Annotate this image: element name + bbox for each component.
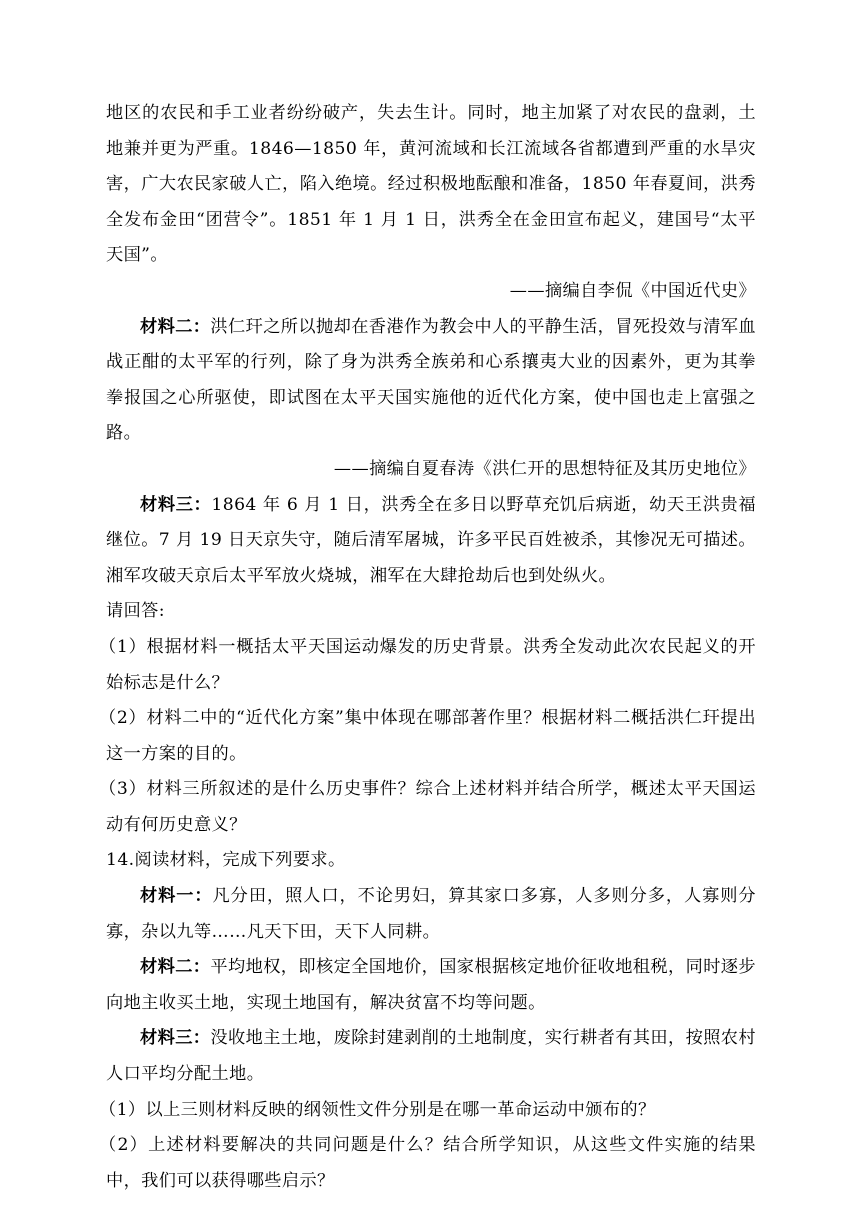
q13-material-2-source: ——摘编自夏春涛《洪仁开的思想特征及其历史地位》 <box>333 458 756 479</box>
q14-material-2-text: 平均地权，即核定全国地价，国家根据核定地价征收地租税，同时逐步向地主收买土地，实现土地国有，解决贫富不均等问题。 <box>106 957 756 1013</box>
q13-material-2 <box>106 310 756 452</box>
document-page <box>99 96 756 1199</box>
q13-prompt: 请回答: <box>106 601 165 622</box>
q14-material-1-text: 凡分田，照人口，不论男妇，算其家口多寡，人多则分多，人寡则分寡，杂以九等……凡天下田，天下人同耕。 <box>106 886 756 942</box>
q13-material-3-text: 1864 年 6 月 1 日，洪秀全在多日以野草充饥后病逝，幼天王洪贵福继位。7 月 19 日天京失守，随后清军屠城，许多平民百姓被杀，其惨况无可描述。湘军攻破天京后太平军放火烧城，湘军在大肆抢劫后也到处纵火。 <box>106 494 756 586</box>
q14-question-2: （2）上述材料要解决的共同问题是什么？结合所学知识，从这些文件实施的结果中，我们可以获得哪些启示？ <box>99 1135 756 1191</box>
q13-material-2-text: 洪仁玕之所以抛却在香港作为教会中人的平静生活，冒死投效与清军血战正酣的太平军的行列，除了身为洪秀全族弟和心系攘夷大业的因素外，更为其拳拳报国之心所驱使，即试图在太平天国实施他的近代化方案，使中国也走上富强之路。 <box>106 316 756 444</box>
q13-question-1: （1）根据材料一概括太平天国运动爆发的历史背景。洪秀全发动此次农民起义的开始标志是什么？ <box>99 636 756 693</box>
q13-question-3: （3）材料三所叙述的是什么历史事件？综合上述材料并结合所学，概述太平天国运动有何历史意义？ <box>99 779 756 835</box>
q13-material-2-label: 材料二： <box>140 316 211 337</box>
q14-material-2 <box>106 950 756 1021</box>
q14-material-3 <box>106 1021 756 1092</box>
q13-material-3 <box>106 488 756 595</box>
q14-material-1-label: 材料一： <box>140 886 213 907</box>
q13-material-1-source: ——摘编自李侃《中国近代史》 <box>509 280 756 301</box>
q13-question-2: （2）材料二中的“近代化方案”集中体现在哪部著作里？根据材料二概括洪仁玕提出这一方案的目的。 <box>99 708 756 764</box>
q14-title: 14.阅读材料，完成下列要求。 <box>106 850 346 871</box>
q13-material-1-text: 地区的农民和手工业者纷纷破产，失去生计。同时，地主加紧了对农民的盘剥，土地兼并更为严重。1846—1850 年，黄河流域和长江流域各省都遭到严重的水旱灾害，广大农民家破人亡，陷入绝境。经过积极地酝酿和准备，1850 年春夏间，洪秀全发布金田“团营令”。1851 年 1 月 1 日，洪秀全在金田宣布起义，建国号“太平天国”。 <box>106 103 756 266</box>
q14-material-3-text: 没收地主土地，废除封建剥削的土地制度，实行耕者有其田，按照农村人口平均分配土地。 <box>106 1028 756 1085</box>
q13-material-3-label: 材料三： <box>140 494 212 515</box>
q14-material-3-label: 材料三： <box>140 1028 211 1049</box>
q14-material-1 <box>106 879 756 950</box>
q14-question-1: （1）以上三则材料反映的纲领性文件分别是在哪一革命运动中颁布的？ <box>99 1099 656 1120</box>
q14-material-2-label: 材料二： <box>140 957 211 978</box>
